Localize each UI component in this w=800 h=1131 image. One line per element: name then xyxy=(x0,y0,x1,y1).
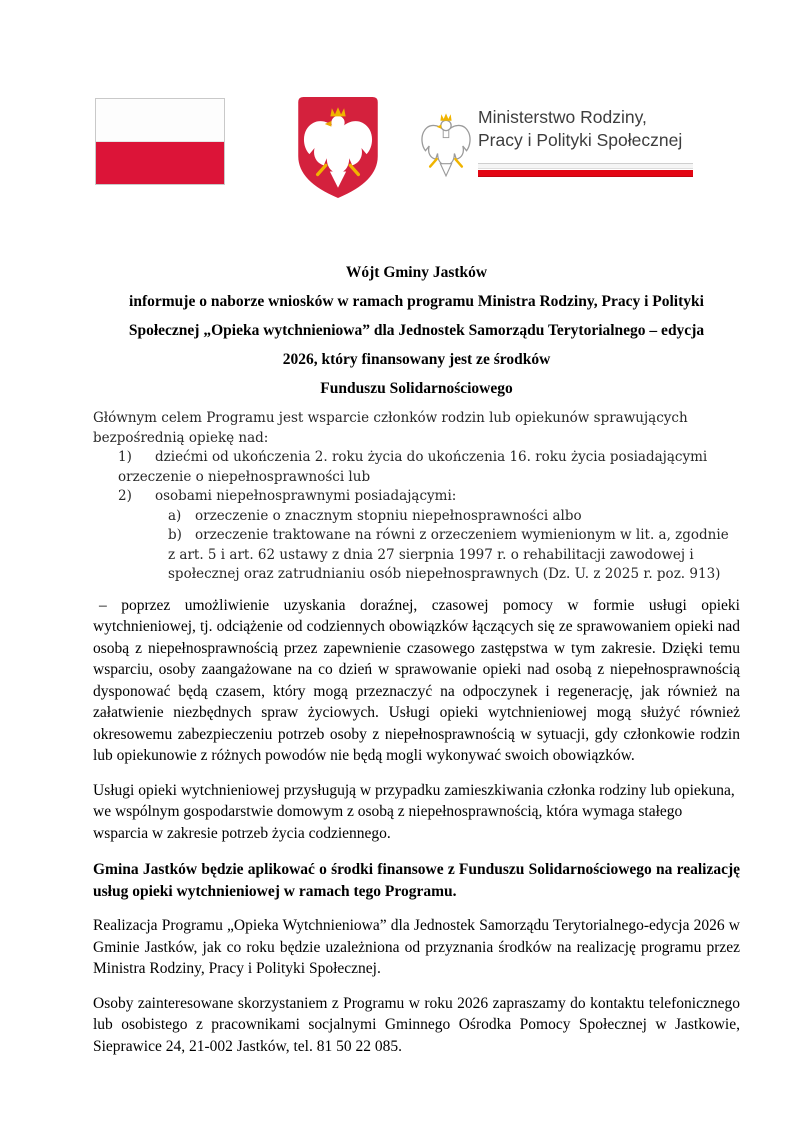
ministry-name xyxy=(478,106,708,152)
ministry-eagle-icon xyxy=(418,107,474,185)
paragraph-eligibility: Usługi opieki wytchnieniowej przysługują w przypadku zamieszkiwania członka rodziny lub opiekuna, we wspólnym gospodarstwie domowym z osobą z niepełnosprawnością, która wymaga stałego wsparcia w zakresie potrzeb życia codziennego. xyxy=(93,781,735,842)
title-line: informuje o naborze wniosków w ramach programu Ministra Rodziny, Pracy i Polityki xyxy=(129,293,704,310)
sublist-item-a xyxy=(168,507,740,527)
program-goal-intro: Głównym celem Programu jest wsparcie członków rodzin lub opiekunów sprawujących bezpośrednią opiekę nad: xyxy=(93,410,688,446)
list-marker: 1) xyxy=(118,449,132,465)
title-line: Funduszu Solidarnościowego xyxy=(320,380,513,397)
paragraph-contact-info: Osoby zainteresowane skorzystaniem z Programu w roku 2026 zapraszamy do kontaktu telefonicznego lub osobistego z pracownikami socjalnymi Gminnego Ośrodka Pomocy Społecznej w Jastkowie, Sieprawice 24, 21-002 Jastków, tel. 81 50 22 085. xyxy=(93,994,740,1055)
ribbon-red-stripe xyxy=(478,170,693,177)
announcement-title xyxy=(93,258,740,403)
document-content xyxy=(93,258,740,1057)
list-item-text: dziećmi od ukończenia 2. roku życia do ukończenia 16. roku życia posiadającymi orzeczenie o niepełnosprawności lub xyxy=(118,449,708,485)
sublist-marker: a) xyxy=(168,507,182,524)
ministry-flag-ribbon xyxy=(478,163,693,177)
title-line: 2026, który finansowany jest ze środków xyxy=(282,351,551,368)
sublist-item-b xyxy=(168,526,740,585)
paragraph-program-realization: Realizacja Programu „Opieka Wytchnieniowa” dla Jednostek Samorządu Terytorialnego-edycja 2026 w Gminie Jastków, jak co roku będzie uzależniona od przyznania środków na realizację programu przez Ministra Rodziny, Pracy i Polityki Społecznej. xyxy=(93,917,740,977)
ribbon-white-stripe xyxy=(478,163,693,169)
list-marker: 2) xyxy=(118,488,132,504)
flag-red-stripe xyxy=(96,142,224,185)
paragraph-respite-care-description: – poprzez umożliwienie uzyskania doraźnej, czasowej pomocy w formie usługi opieki wytchnieniowej, tj. odciążenie od codziennych obowiązków łączących się ze sprawowaniem opieki nad osobą z niepełnosprawnością przez zapewnienie czasowego zastępstwa w tym zakresie. Dzięki temu wsparciu, osoby zaangażowane na co dzień w sprawowanie opieki nad osobą z niepełnosprawnością dysponować będą czasem, który mogą przeznaczyć na odpoczynek i regenerację, jak również na załatwienie niezbędnych spraw życiowych. Usługi opieki wytchnieniowej mogą służyć również okresowemu zabezpieczeniu potrzeb osoby z niepełnosprawnością w sytuacji, gdy członkowie rodzin lub opiekunowie z różnych powodów nie będą mogli wykonywać swoich obowiązków. xyxy=(93,596,740,764)
sublist-marker: b) xyxy=(168,527,182,543)
ministry-name-line1: Ministerstwo Rodziny, xyxy=(478,107,647,127)
polish-flag-logo xyxy=(95,98,225,185)
list-item-2 xyxy=(118,487,740,507)
program-goal-section xyxy=(93,409,740,585)
sublist-item-text: orzeczenie traktowane na równi z orzeczeniem wymienionym w lit. a, zgodnie z art. 5 i art. 62 ustawy z dnia 27 sierpnia 1997 r. o rehabilitacji zawodowej i społecznej oraz zatrudnianiu osób niepełnosprawnych (Dz. U. z 2025 r. poz. 913) xyxy=(168,527,729,582)
list-item-1 xyxy=(118,448,740,487)
flag-white-stripe xyxy=(96,99,224,142)
list-item-text: osobami niepełnosprawnymi posiadającymi: xyxy=(155,488,457,504)
title-line: Wójt Gminy Jastków xyxy=(345,264,488,281)
paragraph-gmina-application: Gmina Jastków będzie aplikować o środki finansowe z Funduszu Solidarnościowego na realizację usług opieki wytchnieniowej w ramach tego Programu. xyxy=(93,861,740,900)
ministry-name-line2: Pracy i Polityki Społecznej xyxy=(478,130,683,150)
sublist-item-text: orzeczenie o znacznym stopniu niepełnosprawności albo xyxy=(195,507,582,524)
title-line: Społecznej „Opieka wytchnieniowa” dla Jednostek Samorządu Terytorialnego – edycja xyxy=(128,322,705,339)
polish-coat-of-arms-icon xyxy=(292,95,384,201)
